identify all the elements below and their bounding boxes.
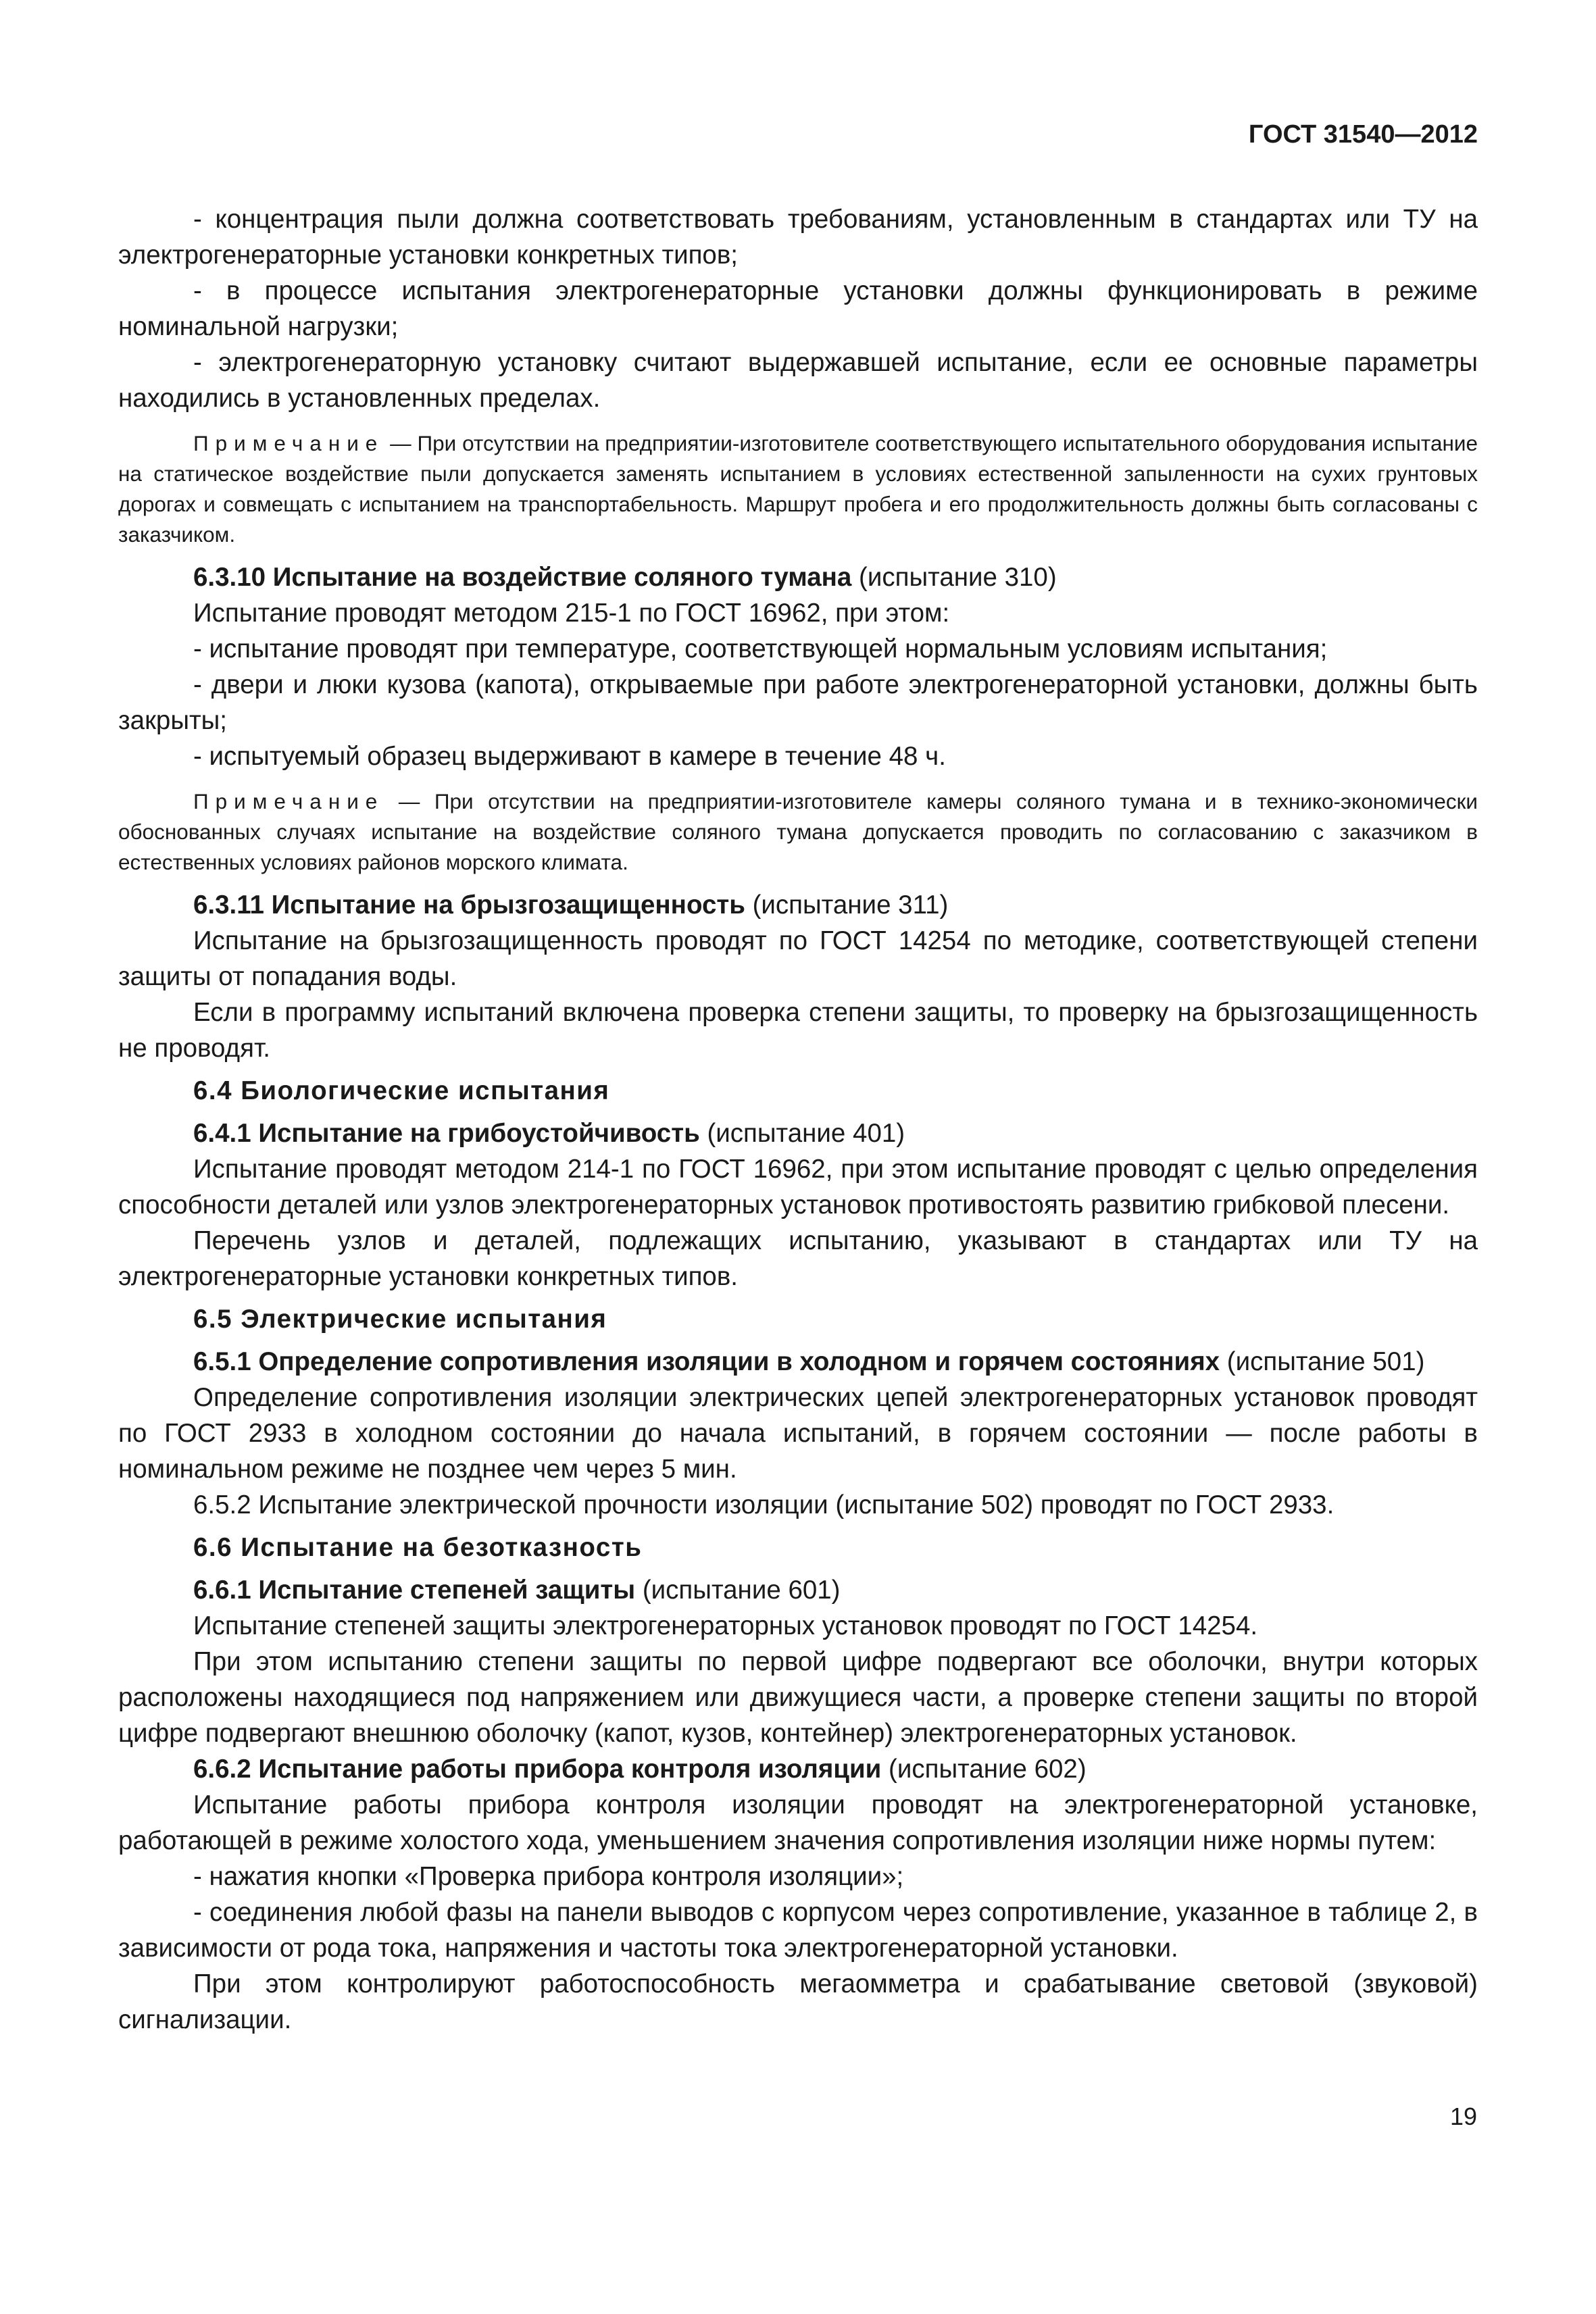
section-title: 6.5 Электрические испытания [193, 1305, 607, 1334]
section-heading-6-6-2 [118, 1751, 1478, 1787]
paragraph: - испытание проводят при температуре, соответствующей нормальным условиям испытания; [193, 634, 1328, 663]
paragraph: Определение сопротивления изоляции электрических цепей электрогенераторных установок проводят по ГОСТ 2933 в холодном состоянии до начала испытаний, в горячем состоянии — после работы в номинальном режиме не позднее чем через 5 мин. [118, 1383, 1478, 1484]
paragraph: - в процессе испытания электрогенераторные установки должны функционировать в режиме номинальной нагрузки; [118, 276, 1478, 341]
paragraph: - двери и люки кузова (капота), открываемые при работе электрогенераторной установки, должны быть закрыты; [118, 670, 1478, 735]
section-ref: (испытание 601) [635, 1576, 841, 1605]
paragraph: При этом испытанию степени защиты по первой цифре подвергают все оболочки, внутри которых расположены находящиеся под напряжением или движущиеся части, а проверке степени защиты по второй цифре подвергают внешнюю оболочку (капот, кузов, контейнер) электрогенераторных установок. [118, 1647, 1478, 1748]
paragraph: - нажатия кнопки «Проверка прибора контроля изоляции»; [193, 1862, 904, 1891]
section-ref: (испытание 310) [851, 563, 1057, 592]
section-ref: (испытание 401) [699, 1119, 905, 1148]
document-header: ГОСТ 31540—2012 [1248, 120, 1478, 149]
section-title: 6.5.1 Определение сопротивления изоляции в холодном и горячем состояниях [193, 1347, 1220, 1376]
note-text: — При отсутствии на предприятии-изготовителе соответствующего испытательного оборудования испытание на статическое воздействие пыли допускается заменять испытанием в условиях естественной запыленности на сухих грунтовых дорогах и совмещать с испытанием на транспортабельность. Маршрут пробега и его продолжительность должны быть согласованы с заказчиком. [118, 431, 1478, 547]
paragraph: 6.5.2 Испытание электрической прочности изоляции (испытание 502) проводят по ГОСТ 2933. [193, 1490, 1335, 1519]
section-ref: (испытание 311) [745, 890, 949, 920]
page-body [118, 201, 1478, 2038]
paragraph: Испытание работы прибора контроля изоляции проводят на электрогенераторной установке, работающей в режиме холостого хода, уменьшением значения сопротивления изоляции ниже нормы путем: [118, 1790, 1478, 1855]
section-heading-6-3-10 [118, 559, 1478, 595]
paragraph: Испытание проводят методом 215-1 по ГОСТ 16962, при этом: [193, 599, 950, 628]
section-heading-6-4 [118, 1073, 1478, 1109]
section-heading-6-4-1 [118, 1115, 1478, 1151]
paragraph: - испытуемый образец выдерживают в камере в течение 48 ч. [193, 742, 946, 771]
note-label: Примечание [193, 789, 384, 813]
section-ref: (испытание 501) [1220, 1347, 1425, 1376]
page-number: 19 [1449, 2103, 1477, 2130]
section-ref: (испытание 602) [881, 1755, 1087, 1784]
section-heading-6-6-1 [118, 1572, 1478, 1608]
paragraph: Испытание проводят методом 214-1 по ГОСТ 16962, при этом испытание проводят с целью определения способности деталей или узлов электрогенераторных установок противостоять развитию грибковой плесени. [118, 1155, 1478, 1219]
paragraph: При этом контролируют работоспособность мегаомметра и срабатывание световой (звуковой) сигнализации. [118, 1969, 1478, 2034]
section-title: 6.6.2 Испытание работы прибора контроля изоляции [193, 1755, 882, 1784]
section-title: 6.6 Испытание на безотказность [193, 1533, 643, 1562]
paragraph: - концентрация пыли должна соответствовать требованиям, установленным в стандартах или ТУ на электрогенераторные установки конкретных типов; [118, 205, 1478, 270]
paragraph: Перечень узлов и деталей, подлежащих испытанию, указывают в стандартах или ТУ на электрогенераторные установки конкретных типов. [118, 1226, 1478, 1291]
section-title: 6.4 Биологические испытания [193, 1076, 610, 1105]
note [118, 428, 1478, 550]
note-label: Примечание [193, 431, 384, 455]
section-title: 6.4.1 Испытание на грибоустойчивость [193, 1119, 700, 1148]
section-heading-6-6 [118, 1530, 1478, 1565]
paragraph: - электрогенераторную установку считают выдержавшей испытание, если ее основные параметры находились в установленных пределах. [118, 348, 1478, 413]
section-title: 6.3.10 Испытание на воздействие соляного тумана [193, 563, 852, 592]
section-title: 6.3.11 Испытание на брызгозащищенность [193, 890, 745, 920]
section-heading-6-3-11 [118, 887, 1478, 923]
paragraph: Если в программу испытаний включена проверка степени защиты, то проверку на брызгозащищенность не проводят. [118, 998, 1478, 1063]
paragraph: Испытание степеней защиты электрогенераторных установок проводят по ГОСТ 14254. [193, 1611, 1258, 1640]
section-heading-6-5-1 [118, 1344, 1478, 1380]
section-title: 6.6.1 Испытание степеней защиты [193, 1576, 636, 1605]
note-text: — При отсутствии на предприятии-изготовителе камеры соляного тумана и в технико-экономически обоснованных случаях испытание на воздействие соляного тумана допускается проводить по согласованию с заказчиком в естественных условиях районов морского климата. [118, 789, 1478, 874]
paragraph: - соединения любой фазы на панели выводов с корпусом через сопротивление, указанное в таблице 2, в зависимости от рода тока, напряжения и частоты тока электрогенераторной установки. [118, 1898, 1478, 1963]
section-heading-6-5 [118, 1301, 1478, 1337]
paragraph: Испытание на брызгозащищенность проводят по ГОСТ 14254 по методике, соответствующей степени защиты от попадания воды. [118, 926, 1478, 991]
note [118, 786, 1478, 878]
